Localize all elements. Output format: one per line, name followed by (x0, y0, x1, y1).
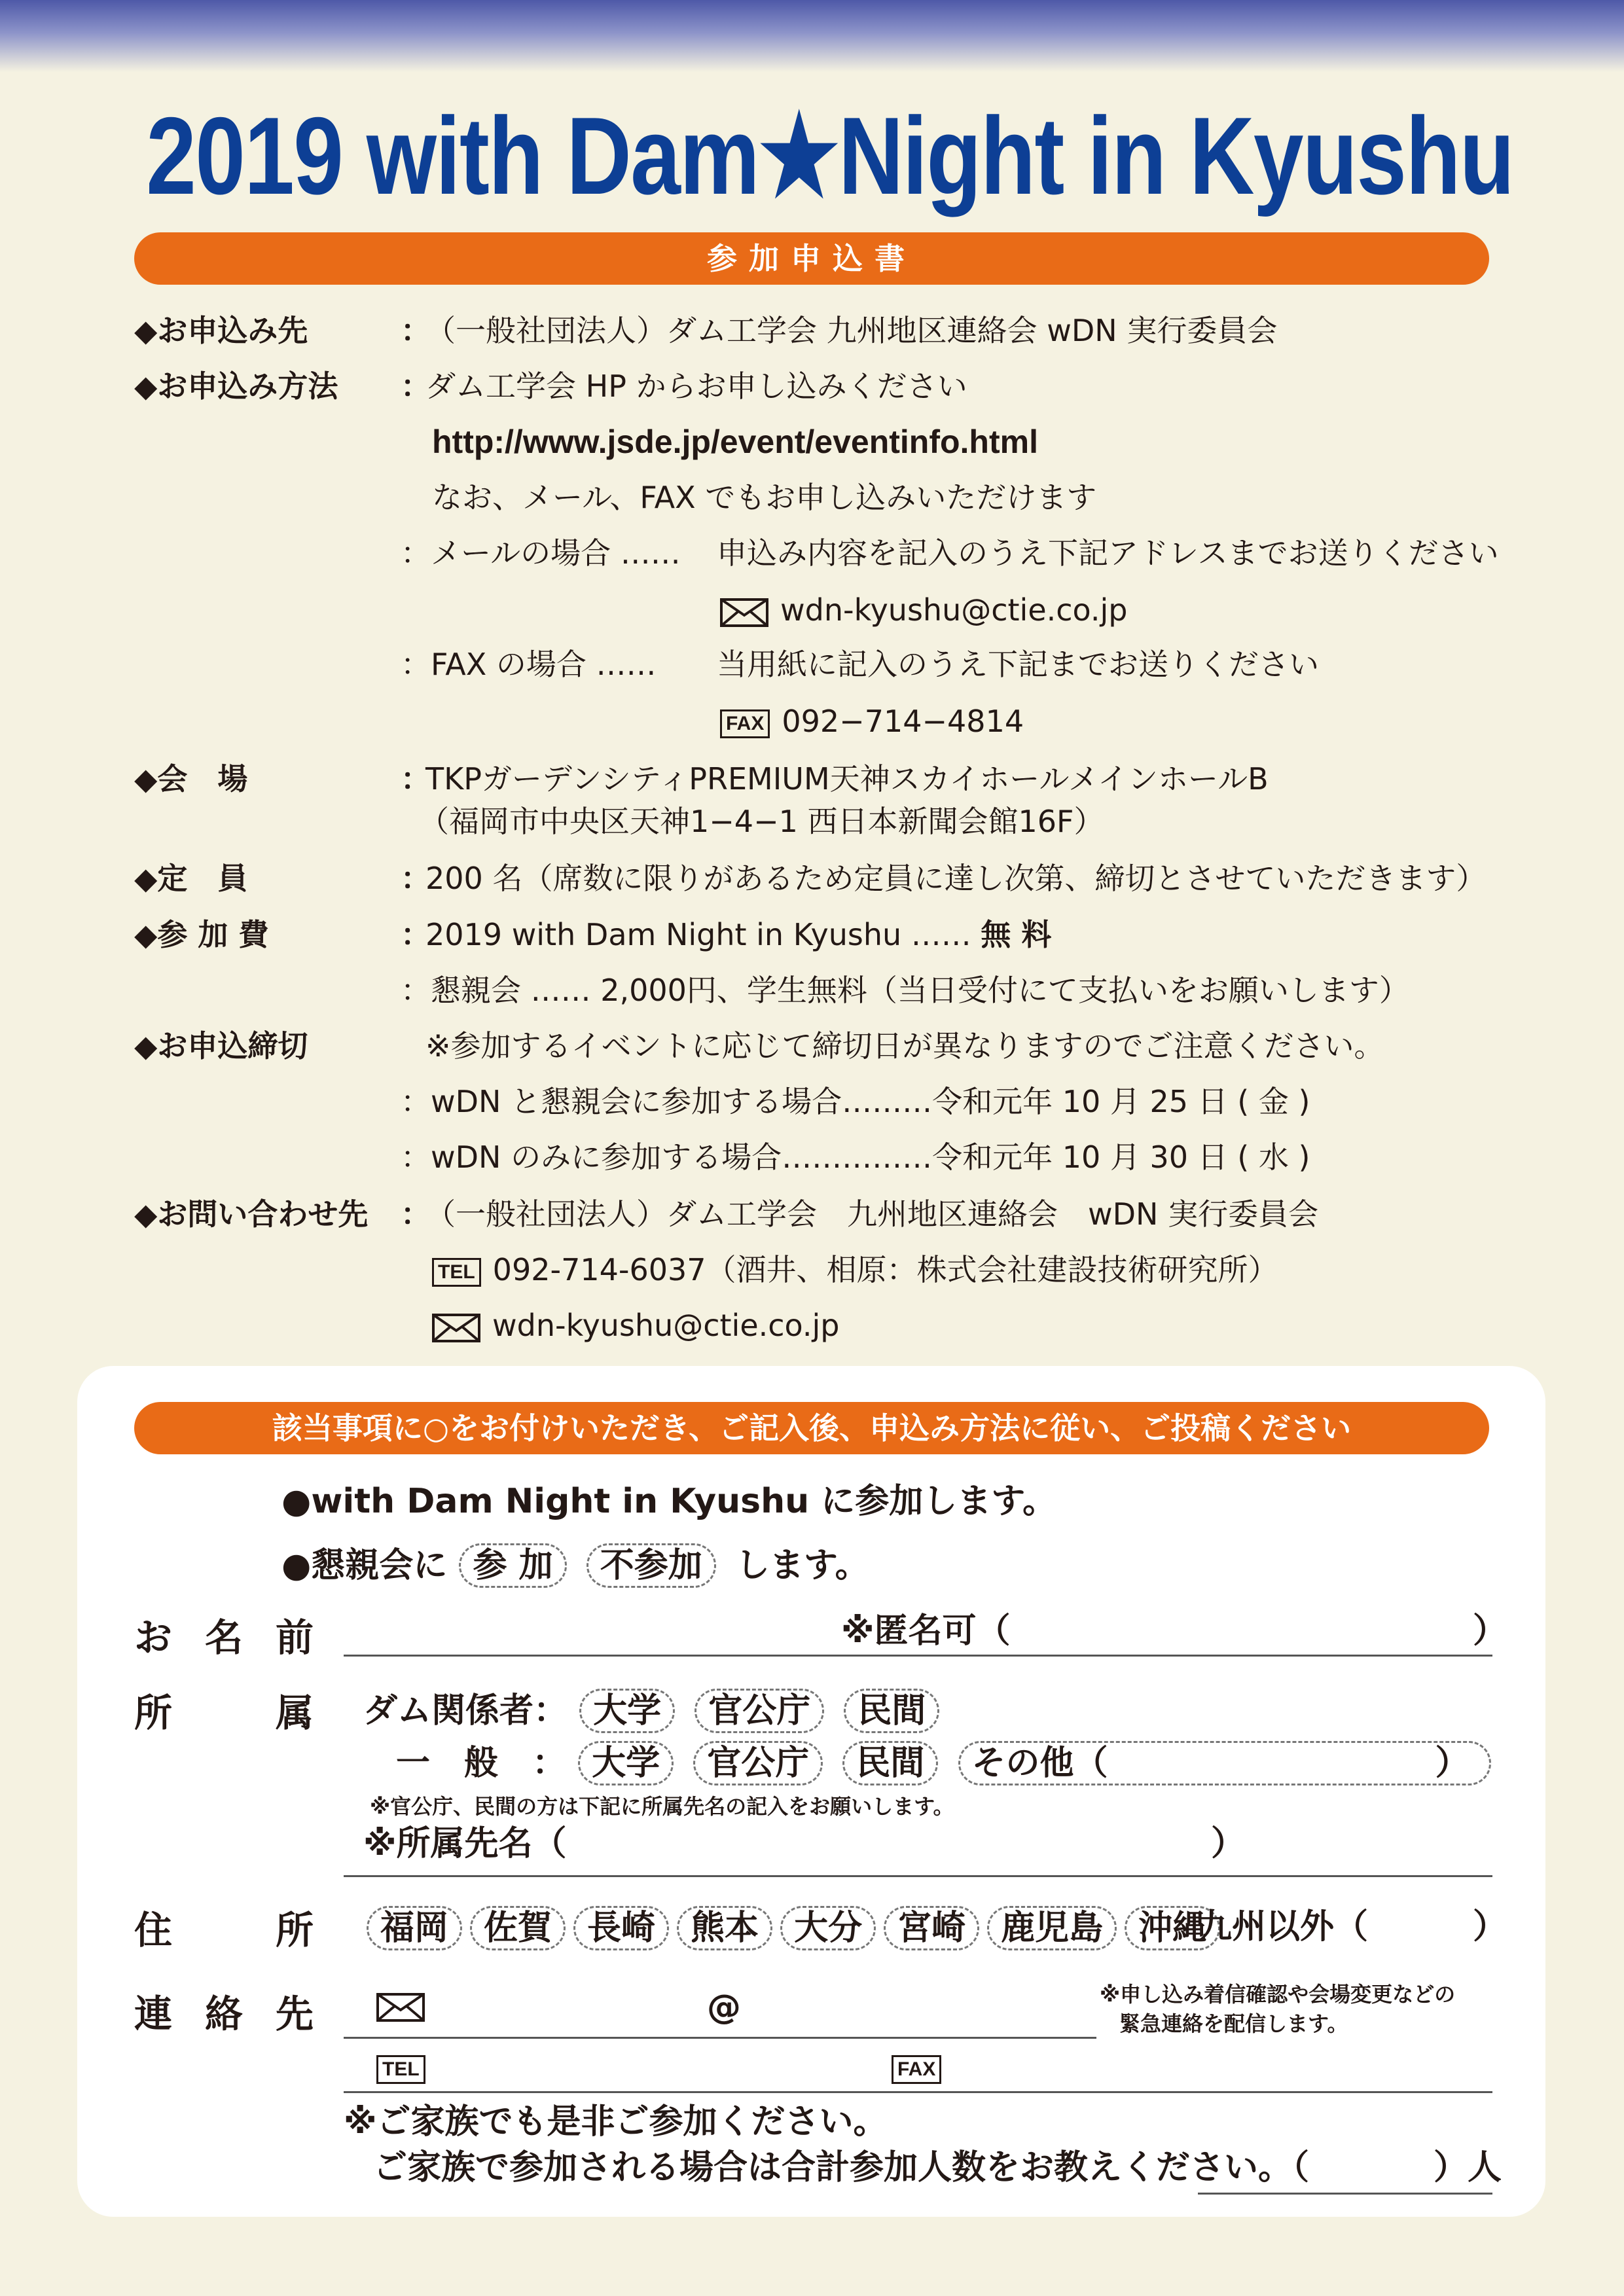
value-fee (425, 915, 1051, 954)
fee-event: 2019 with Dam Night in Kyushu …… (425, 917, 981, 952)
label-moushikomi-saki: ◆お申込み先 (134, 313, 308, 348)
affiliation-input-line[interactable] (344, 1875, 1492, 1877)
mail-address-link[interactable]: wdn-kyushu@ctie.co.jp (780, 592, 1128, 628)
name-close-paren: ） (1473, 1611, 1507, 1651)
value-contact: （一般社団法人）ダム工学会 九州地区連絡会 wDN 実行委員会 (425, 1196, 1319, 1232)
pref-kagoshima-option[interactable]: 鹿児島 (987, 1906, 1117, 1950)
form-fax-field (892, 2055, 953, 2084)
deadline-line-2: ：wDN のみに参加する場合……………令和元年 10 月 30 日 ( 水 ) (401, 1139, 1310, 1175)
value-moushikomi-saki: （一般社団法人）ダム工学会 九州地区連絡会 wDN 実行委員会 (425, 313, 1278, 348)
dam-univ-option[interactable]: 大学 (579, 1689, 675, 1733)
pref-saga-option[interactable]: 佐賀 (470, 1906, 566, 1950)
label-capacity: ◆定 員 (134, 861, 248, 896)
address-label: 住 所 (134, 1908, 347, 1952)
fax-number: 092−714−4814 (782, 704, 1024, 739)
general-affiliation-row (396, 1741, 1499, 1785)
colon: ： (401, 368, 431, 404)
colon: ： (401, 761, 431, 797)
affiliation-note: ※官公庁、民間の方は下記に所属先名の記入をお願いします。 (370, 1794, 954, 1819)
party-attend-option[interactable]: 参 加 (459, 1543, 566, 1588)
other-label: その他（ (971, 1744, 1108, 1783)
mail-case-label: ：メールの場合 …… (401, 535, 681, 571)
email-input-line[interactable] (344, 2037, 1096, 2039)
dam-private-option[interactable]: 民間 (844, 1689, 939, 1733)
tel-fax-input-line[interactable] (344, 2091, 1492, 2093)
prefecture-row (367, 1906, 1228, 1950)
email-at-sign: @ (707, 1988, 741, 2027)
contact-mail-link[interactable]: wdn-kyushu@ctie.co.jp (492, 1308, 840, 1343)
dam-affiliation-row (363, 1689, 947, 1733)
value-venue: TKPガーデンシティPREMIUM天神スカイホールメインホールB (425, 761, 1269, 797)
family-count-input-line[interactable] (1198, 2193, 1492, 2195)
value-deadline: ※参加するイベントに応じて締切日が異なりますのでご注意ください。 (425, 1028, 1384, 1064)
mail-icon (432, 1314, 480, 1342)
fax-icon: FAX (892, 2055, 941, 2084)
page-title: 2019 with Dam★Night in Kyushu (146, 94, 1514, 217)
tel-icon: TEL (376, 2055, 425, 2084)
colon: ： (401, 861, 431, 896)
instruction-bar: 該当事項に○をお付けいただき、ご記入後、申込み方法に従い、ご投稿ください (134, 1402, 1489, 1454)
party-prefix: ●懇親会に (281, 1546, 448, 1585)
affiliation-name-close: ） (1211, 1824, 1246, 1863)
family-note-1: ※ご家族でも是非ご参加ください。 (344, 2102, 888, 2142)
method-note: なお、メール、FAX でもお申し込みいただけます (432, 480, 1097, 515)
other-close: ） (1435, 1744, 1470, 1783)
affiliation-name-label: ※所属先名（ (363, 1824, 567, 1863)
label-method: ◆お申込み方法 (134, 368, 338, 404)
pref-nagasaki-option[interactable]: 長崎 (573, 1906, 669, 1950)
mail-address-row (720, 590, 1127, 630)
fee-party: ：懇親会 …… 2,000円、学生無料（当日受付にて支払いをお願いします） (401, 973, 1409, 1008)
label-deadline: ◆お申込締切 (134, 1028, 308, 1064)
colon: ： (401, 917, 431, 952)
fax-icon: FAX (720, 709, 770, 738)
event-url-link[interactable]: http://www.jsde.jp/event/eventinfo.html (432, 423, 1038, 460)
label-contact: ◆お問い合わせ先 (134, 1196, 369, 1232)
mail-icon (720, 598, 768, 627)
pref-miyazaki-option[interactable]: 宮崎 (884, 1906, 979, 1950)
fax-case-text: 当用紙に記入のうえ下記までお送りください (717, 647, 1319, 682)
name-input-line[interactable] (344, 1655, 1492, 1657)
outside-kyushu-close: ） (1473, 1907, 1507, 1946)
tel-icon: TEL (432, 1258, 481, 1287)
top-gradient-band (0, 0, 1624, 72)
contact-tel-row (432, 1250, 1278, 1289)
party-absent-option[interactable]: 不参加 (586, 1543, 716, 1588)
fax-case-label: ：FAX の場合 …… (401, 647, 657, 682)
contact-tel: 092-714-6037（酒井、相原：株式会社建設技術研究所） (492, 1252, 1278, 1287)
outside-kyushu-label: 九州以外（ (1198, 1907, 1369, 1946)
pref-kumamoto-option[interactable]: 熊本 (677, 1906, 772, 1950)
value-method: ダム工学会 HP からお申し込みください (425, 368, 967, 404)
colon: ： (401, 1196, 431, 1232)
fax-number-row (720, 702, 1024, 741)
dam-label: ダム関係者： (363, 1691, 568, 1731)
affiliation-label: 所 属 (134, 1691, 347, 1735)
pref-okinawa-option[interactable]: 沖縄 (1125, 1906, 1220, 1950)
party-row (281, 1543, 869, 1588)
contact-note-2: 緊急連絡を配信します。 (1119, 2011, 1348, 2036)
label-venue: ◆会 場 (134, 761, 248, 797)
family-count-unit: ）人 (1434, 2148, 1502, 2187)
contact-note-1: ※申し込み着信確認や会場変更などの (1100, 1982, 1456, 2007)
name-anonymous-note: ※匿名可（ (841, 1611, 1011, 1651)
contact-mail-row (432, 1306, 839, 1345)
form-tel-field (376, 2055, 437, 2084)
form-title-bar: 参加申込書 (134, 232, 1489, 285)
party-suffix: します。 (735, 1546, 869, 1585)
colon: ： (401, 313, 431, 348)
deadline-line-1: ：wDN と懇親会に参加する場合………令和元年 10 月 25 日 ( 金 ) (401, 1084, 1310, 1119)
general-univ-option[interactable]: 大学 (578, 1741, 674, 1785)
value-capacity: 200 名（席数に限りがあるため定員に達し次第、締切とさせていただきます） (425, 861, 1487, 896)
contact-label: 連絡先 (134, 1992, 347, 2036)
venue-address: （福岡市中央区天神1−4−1 西日本新聞会館16F） (419, 804, 1104, 839)
pref-oita-option[interactable]: 大分 (780, 1906, 876, 1950)
mail-icon (376, 1993, 425, 2022)
dam-gov-option[interactable]: 官公庁 (695, 1689, 824, 1733)
family-note-2: ご家族で参加される場合は合計参加人数をお教えください。（ (373, 2148, 1310, 2187)
attend-wdn-option[interactable]: ●with Dam Night in Kyushu に参加します。 (281, 1482, 1057, 1521)
pref-fukuoka-option[interactable]: 福岡 (367, 1906, 462, 1950)
fee-free: 無 料 (981, 917, 1052, 952)
label-fee: ◆参 加 費 (134, 917, 269, 952)
general-other-option[interactable] (958, 1741, 1491, 1785)
name-label: お名前 (134, 1615, 347, 1660)
general-gov-option[interactable]: 官公庁 (693, 1741, 823, 1785)
mail-case-text: 申込み内容を記入のうえ下記アドレスまでお送りください (717, 535, 1499, 571)
general-label: 一 般 ： (396, 1744, 567, 1783)
general-private-option[interactable]: 民間 (842, 1741, 938, 1785)
